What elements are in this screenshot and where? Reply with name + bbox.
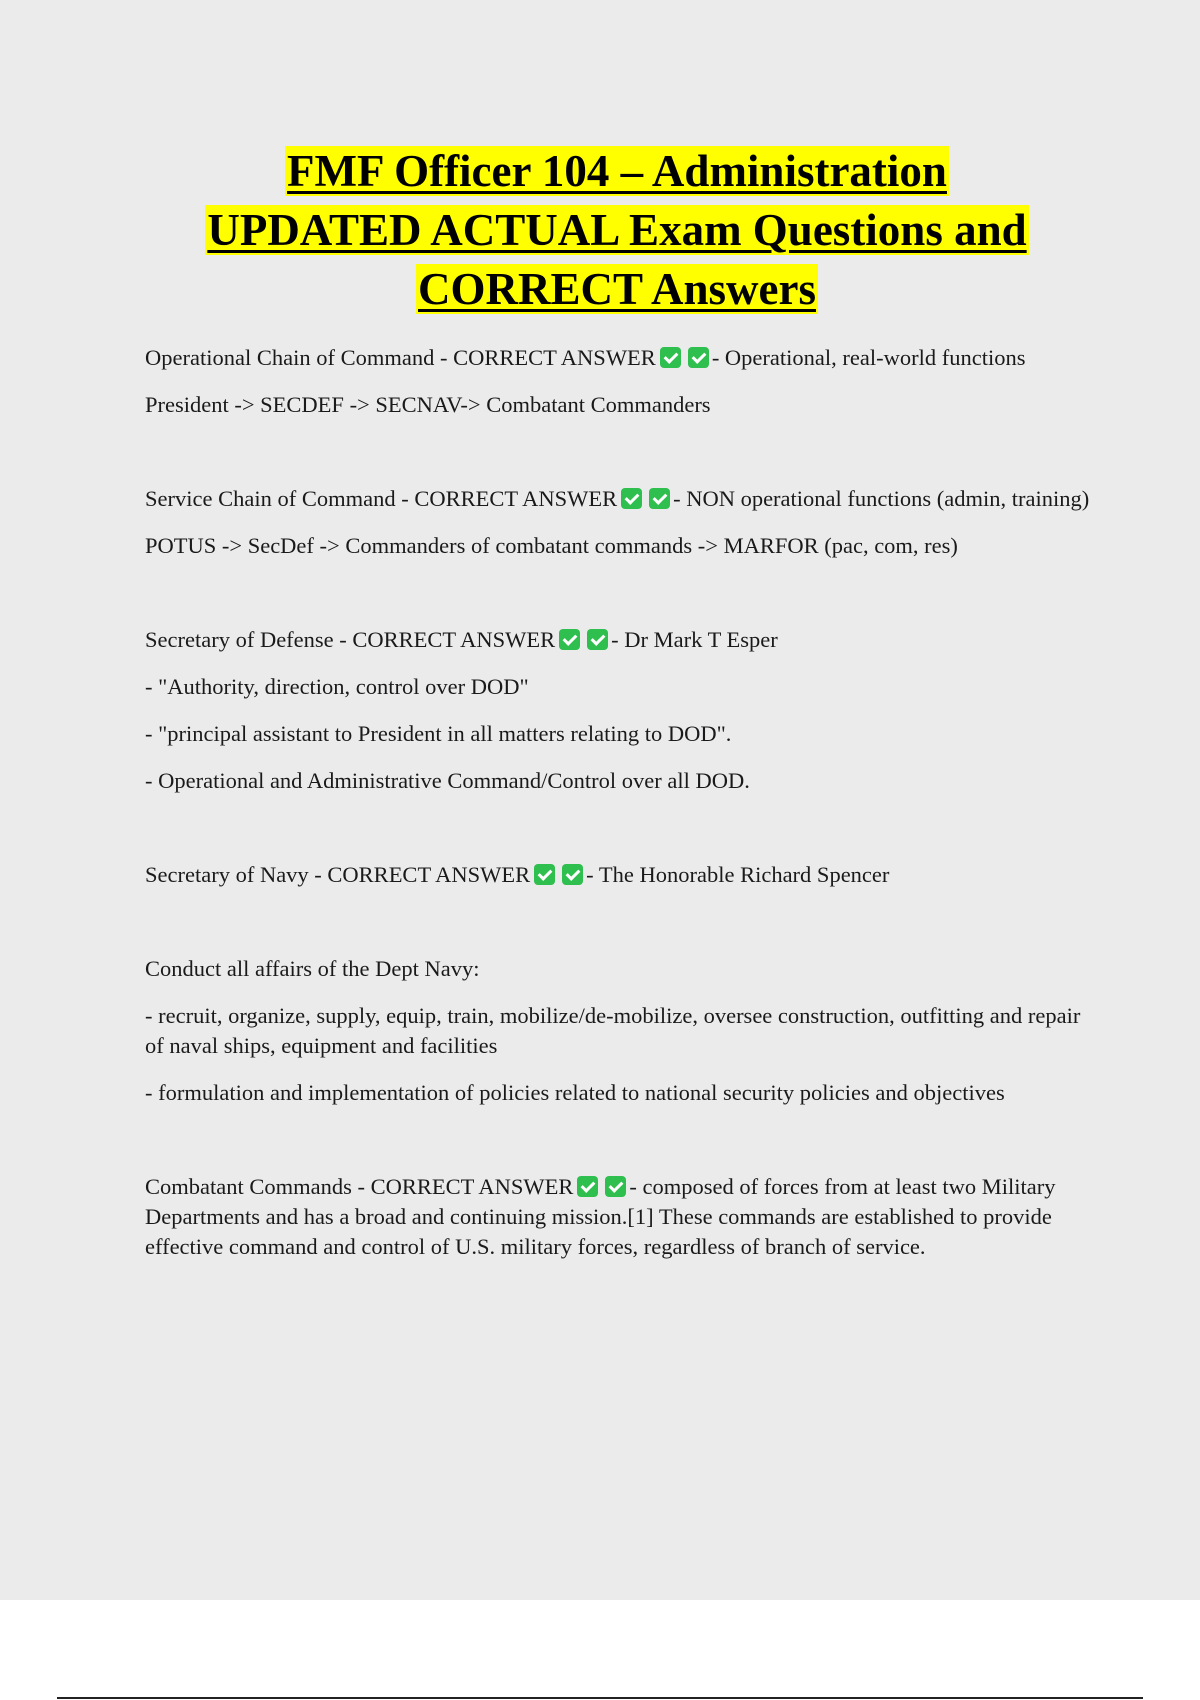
document-title	[90, 142, 1144, 319]
qa-entry-secretary-of-defense	[145, 625, 1100, 655]
answer-label: CORRECT ANSWER	[352, 627, 556, 652]
title-line-2: UPDATED ACTUAL Exam Questions and	[207, 205, 1027, 255]
document-body	[145, 343, 1100, 1262]
qa-answer: - Dr Mark T Esper	[611, 627, 778, 652]
answer-label: CORRECT ANSWER	[453, 345, 656, 370]
answer-label: CORRECT ANSWER	[327, 862, 531, 887]
check-mark-icon	[621, 488, 642, 509]
qa-detail: - "principal assistant to President in all matters relating to DOD".	[145, 721, 732, 746]
answer-label: CORRECT ANSWER	[414, 486, 618, 511]
check-mark-icon	[660, 347, 681, 368]
qa-answer: - NON operational functions (admin, training)	[673, 486, 1090, 511]
qa-entry-service-chain	[145, 484, 1100, 514]
navy-affairs-item: - recruit, organize, supply, equip, train, mobilize/de-mobilize, oversee construction, outfitting and repair of naval ships, equipment and facilities	[145, 1003, 1081, 1058]
qa-term: Secretary of Navy -	[145, 862, 328, 887]
qa-answer: - The Honorable Richard Spencer	[586, 862, 890, 887]
qa-detail: - Operational and Administrative Command/Control over all DOD.	[145, 768, 750, 793]
qa-answer: - composed of forces from at least two Military Departments and has a broad and continuing mission.[1] These commands are established to provide effective command and control of U.S. military forces, regardless of branch of service.	[145, 1174, 1056, 1259]
qa-term: Operational Chain of Command -	[145, 345, 454, 370]
qa-entry-secretary-of-navy	[145, 860, 1100, 890]
check-mark-icon	[688, 347, 709, 368]
qa-entry-operational-chain	[145, 343, 1100, 373]
qa-entry-combatant-commands	[145, 1172, 1100, 1262]
qa-answer: - Operational, real-world functions	[711, 345, 1026, 370]
check-mark-icon	[562, 864, 583, 885]
check-mark-icon	[587, 629, 608, 650]
qa-detail: - "Authority, direction, control over DOD"	[145, 674, 529, 699]
check-mark-icon	[559, 629, 580, 650]
qa-detail: POTUS -> SecDef -> Commanders of combatant commands -> MARFOR (pac, com, res)	[145, 533, 958, 558]
footer-divider	[57, 1697, 1143, 1699]
qa-detail: President -> SECDEF -> SECNAV-> Combatant Commanders	[145, 392, 711, 417]
qa-term: Secretary of Defense -	[145, 627, 353, 652]
navy-affairs-heading: Conduct all affairs of the Dept Navy:	[145, 956, 480, 981]
check-mark-icon	[649, 488, 670, 509]
answer-label: CORRECT ANSWER	[370, 1174, 574, 1199]
navy-affairs-item: - formulation and implementation of policies related to national security policies and objectives	[145, 1080, 1005, 1105]
qa-term: Combatant Commands -	[145, 1174, 371, 1199]
check-mark-icon	[605, 1176, 626, 1197]
title-line-1: FMF Officer 104 – Administration	[287, 146, 947, 196]
check-mark-icon	[534, 864, 555, 885]
title-line-3: CORRECT Answers	[418, 264, 816, 314]
qa-term: Service Chain of Command -	[145, 486, 415, 511]
check-mark-icon	[577, 1176, 598, 1197]
